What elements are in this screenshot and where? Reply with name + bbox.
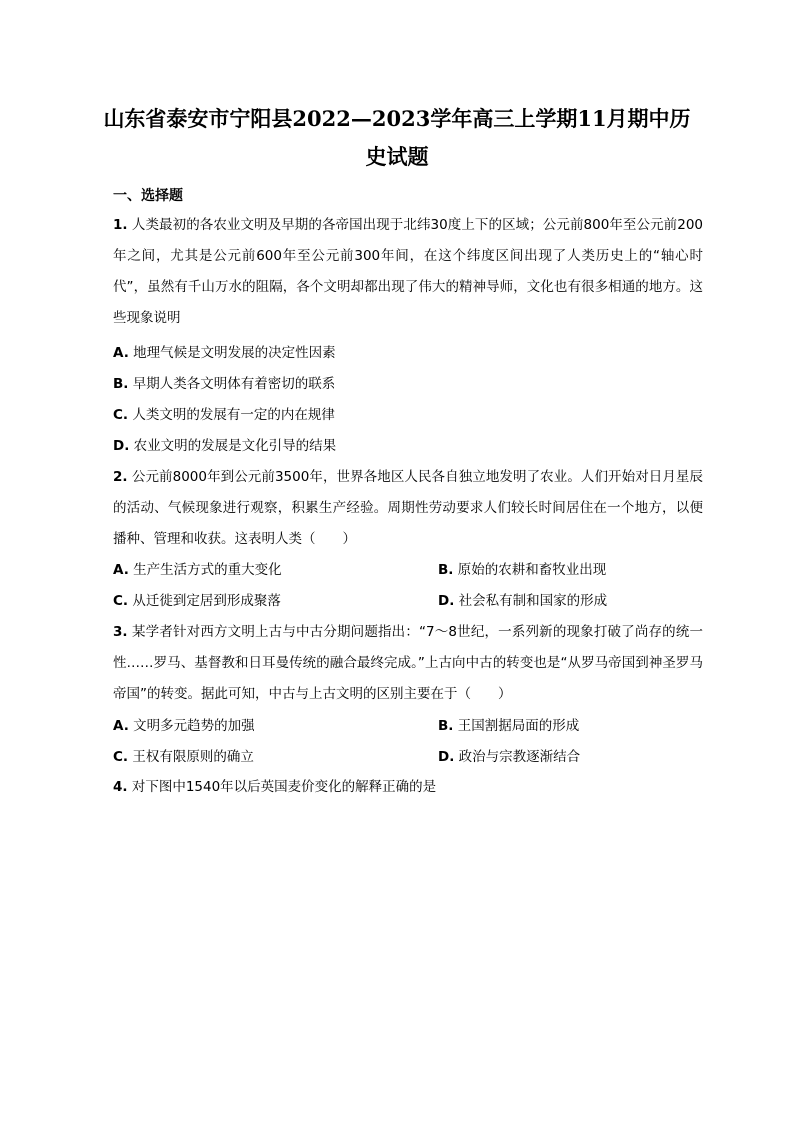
q1-option-c xyxy=(113,405,335,425)
option-text: 王国割据局面的形成 xyxy=(457,718,580,734)
option-letter: C. xyxy=(113,749,129,765)
question-number: 2. xyxy=(113,469,128,485)
option-text: 从迁徙到定居到形成聚落 xyxy=(132,593,281,609)
option-letter: C. xyxy=(113,407,129,423)
question-number: 3. xyxy=(113,624,128,640)
question-text: 对下图中1540年以后英国麦价变化的解释正确的是 xyxy=(131,779,437,795)
q2-option-c xyxy=(113,591,281,611)
option-text: 农业文明的发展是文化引导的结果 xyxy=(133,438,337,454)
option-text: 文明多元趋势的加强 xyxy=(133,718,255,734)
q2-option-d xyxy=(438,591,607,611)
q2-option-b xyxy=(438,560,606,580)
option-letter: A. xyxy=(113,562,129,578)
question-text: 公元前8000年到公元前3500年，世界各地区人民各自独立地发明了农业。人们开始对日月星辰的活动、气候现象进行观察，积累生产经验。周期性劳动要求人们较长时间居住在一个地方，以便播种、管理和收获。这表明人类（ ） xyxy=(113,469,703,547)
question-text: 人类最初的各农业文明及早期的各帝国出现于北纬30度上下的区域；公元前800年至公元前200年之间，尤其是公元前600年至公元前300年间，在这个纬度区间出现了人类历史上的“轴心时代”，虽然有千山万水的阻隔，各个文明却都出现了伟大的精神导师，文化也有很多相通的地方。这些现象说明 xyxy=(113,217,703,326)
q1-option-d xyxy=(113,436,336,456)
document-title xyxy=(90,100,704,176)
question-number: 1. xyxy=(113,217,128,233)
option-text: 社会私有制和国家的形成 xyxy=(458,593,608,609)
question-1 xyxy=(113,210,703,334)
option-letter: D. xyxy=(438,749,455,765)
q3-option-b xyxy=(438,716,579,736)
q2-option-a xyxy=(113,560,282,580)
question-text: 某学者针对西方文明上古与中古分期问题指出：“7～8世纪，一系列新的现象打破了尚存的统一性……罗马、基督教和日耳曼传统的融合最终完成。”上古向中古的转变也是“从罗马帝国到神圣罗马帝国”的转变。据此可知，中古与上古文明的区别主要在于（ ） xyxy=(113,624,704,702)
question-3 xyxy=(113,617,703,710)
section-heading: 一、选择题 xyxy=(113,188,183,204)
option-letter: B. xyxy=(113,376,129,392)
title-line-1: 山东省泰安市宁阳县2022—2023学年高三上学期11月期中历 xyxy=(103,106,691,131)
option-text: 生产生活方式的重大变化 xyxy=(133,562,282,578)
q1-option-b xyxy=(113,374,335,394)
option-letter: B. xyxy=(438,718,454,734)
question-number: 4. xyxy=(113,779,128,795)
option-text: 地理气候是文明发展的决定性因素 xyxy=(133,345,336,361)
option-letter: D. xyxy=(113,438,130,454)
option-letter: B. xyxy=(438,562,454,578)
question-4 xyxy=(113,772,703,803)
q3-option-c xyxy=(113,747,254,767)
option-letter: D. xyxy=(438,593,455,609)
q3-option-d xyxy=(438,747,580,767)
option-letter: A. xyxy=(113,718,129,734)
option-text: 政治与宗教逐渐结合 xyxy=(458,749,581,765)
option-text: 王权有限原则的确立 xyxy=(132,749,254,765)
title-line-2: 史试题 xyxy=(365,144,429,169)
option-letter: A. xyxy=(113,345,129,361)
q1-option-a xyxy=(113,343,336,363)
q3-option-a xyxy=(113,716,255,736)
question-2 xyxy=(113,462,703,555)
option-text: 原始的农耕和畜牧业出现 xyxy=(457,562,607,578)
option-text: 人类文明的发展有一定的内在规律 xyxy=(132,407,335,423)
option-text: 早期人类各文明体有着密切的联系 xyxy=(132,376,336,392)
option-letter: C. xyxy=(113,593,129,609)
